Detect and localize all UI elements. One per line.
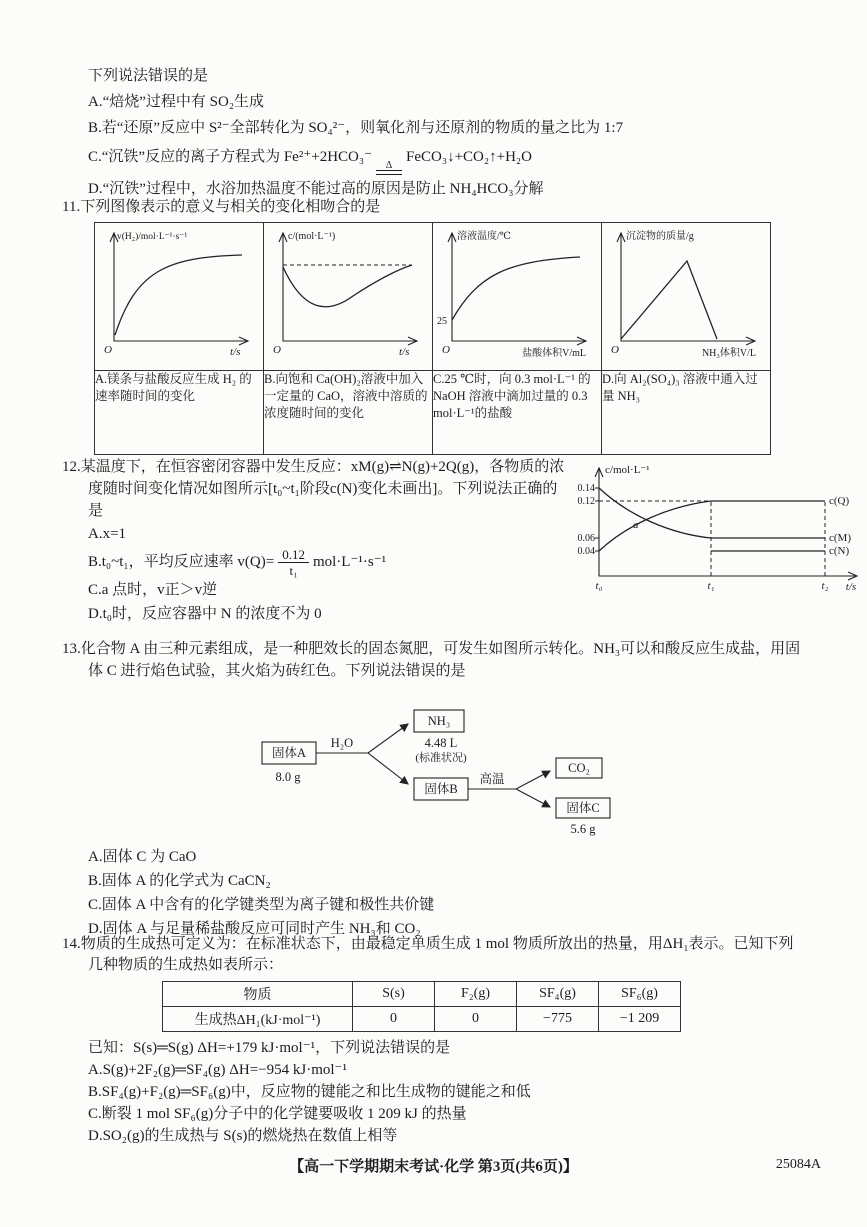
transformation-diagram xyxy=(258,686,678,838)
question-13 xyxy=(62,638,807,941)
question-11 xyxy=(62,196,807,455)
q12-curve-label-m: c(M) xyxy=(829,532,851,544)
q14-stem: 14.物质的生成热可定义为：在标准状态下，由最稳定单质生成 1 mol 物质所放出的热量，用ΔH₁表示。已知下列几种物质的生成热如表所示： xyxy=(62,936,794,973)
q12-xtick-t2: t₂ xyxy=(821,580,829,592)
question-14 xyxy=(62,934,807,1147)
formation-heat-table xyxy=(162,981,681,1032)
q11-option-b: B.向饱和 Ca(OH)₂溶液中加入一定量的 CaO，溶液中溶质的浓度随时间的变化 xyxy=(264,371,433,455)
header-f2: F₂(g) xyxy=(435,982,517,1007)
graph-d-origin-label: O xyxy=(611,344,619,356)
footer-code: 25084A xyxy=(775,1157,821,1172)
graph-a xyxy=(96,223,262,365)
equals-bar xyxy=(376,170,402,175)
q12-point-a-label: a xyxy=(633,519,639,531)
q12-option-c: C.a 点时，v正＞v逆 xyxy=(88,582,218,599)
graph-a-ylabel: v(H₂)/mol·L⁻¹·s⁻¹ xyxy=(117,232,188,242)
q10-option-b: B.若“还原”反应中 S²⁻全部转化为 SO₄²⁻，则氧化剂与还原剂的物质的量之比为 1:7 xyxy=(88,120,624,136)
q14-option-d: D.SO₂(g)的生成热与 S(s)的燃烧热在数值上相等 xyxy=(88,1128,398,1144)
q11-graph-cell-b xyxy=(264,223,433,371)
row-label: 生成热ΔH₁(kJ·mol⁻¹) xyxy=(163,1007,353,1032)
q12-graph-xlabel: t/s xyxy=(845,581,857,593)
water-label: H₂O xyxy=(330,736,354,750)
value-s: 0 xyxy=(353,1007,435,1032)
q12-stem: 12.某温度下，在恒容密闭容器中发生反应：xM(g)⇌N(g)+2Q(g)，各物质的浓度随时间变化情况如图所示[t₀~t₁阶段c(N)变化未画出]。下列说法正确的是 xyxy=(62,459,565,519)
graph-d-ylabel: 沉淀物的质量/g xyxy=(626,231,694,242)
q13-option-d: D.固体 A 与足量稀盐酸反应可同时产生 NH₃和 CO₂ xyxy=(88,921,421,937)
q11-option-d: D.向 Al₂(SO₄)₃ 溶液中通入过量 NH₃ xyxy=(602,371,771,455)
fraction-denominator: t₁ xyxy=(289,563,298,579)
q12-text-column xyxy=(62,456,567,626)
value-sf6: −1 209 xyxy=(599,1007,681,1032)
table-header-row xyxy=(163,982,681,1007)
q11-option-c: C.25 ℃时，向 0.3 mol·L⁻¹ 的 NaOH 溶液中滴加过量的 0.3 mol·L⁻¹的盐酸 xyxy=(433,371,602,455)
fraction xyxy=(278,547,309,578)
stp-note: (标准状况) xyxy=(415,752,467,764)
q10-option-c xyxy=(88,142,798,175)
delta-heating-equals-icon xyxy=(376,161,402,175)
value-sf4: −775 xyxy=(517,1007,599,1032)
q13-option-b: B.固体 A 的化学式为 CaCN₂ xyxy=(88,873,271,889)
footer-title: 【高一下学期期末考试·化学 第3页(共6页)】 xyxy=(289,1159,578,1175)
q11-options-grid xyxy=(94,222,771,455)
q10-stem: 下列说法错误的是 xyxy=(88,68,209,84)
q12-option-b-left: B.t₀~t₁，平均反应速率 v(Q)= xyxy=(88,554,275,570)
graph-c-xlabel: 盐酸体积V/mL xyxy=(522,348,586,359)
q12-option-d: D.t₀时，反应容器中 N 的浓度不为 0 xyxy=(88,606,322,623)
graph-c xyxy=(434,223,600,365)
q12-option-b xyxy=(88,546,567,578)
solid-b-label: 固体B xyxy=(424,782,458,796)
graph-d xyxy=(603,223,769,365)
co2-label: CO₂ xyxy=(568,761,590,775)
q10-option-a: A.“焙烧”过程中有 SO₂生成 xyxy=(88,94,265,110)
q12-xtick-t1: t₁ xyxy=(707,580,715,592)
q11-stem: 11.下列图像表示的意义与相关的变化相吻合的是 xyxy=(62,199,381,215)
q13-diagram-wrap xyxy=(258,686,807,843)
graph-d-xlabel: NH₃体积V/L xyxy=(701,348,756,359)
graph-b-ylabel: c/(mol·L⁻¹) xyxy=(288,231,336,242)
q14-option-a: A.S(g)+2F₂(g)═SF₄(g) ΔH=−954 kJ·mol⁻¹ xyxy=(88,1062,347,1078)
q12-ytick-014: 0.14 xyxy=(577,483,595,494)
question-10-options xyxy=(88,64,798,203)
graph-a-xlabel: t/s xyxy=(230,346,241,358)
solid-c-label: 固体C xyxy=(566,801,600,815)
q11-option-a: A.镁条与盐酸反应生成 H₂ 的速率随时间的变化 xyxy=(95,371,264,455)
question-12 xyxy=(62,456,862,626)
q10-option-d: D.“沉铁”过程中，水浴加热温度不能过高的原因是防止 NH₄HCO₃分解 xyxy=(88,181,544,197)
concentration-time-graph xyxy=(567,458,867,604)
graph-a-origin-label: O xyxy=(104,344,112,356)
header-s: S(s) xyxy=(353,982,435,1007)
value-f2: 0 xyxy=(435,1007,517,1032)
high-temp-label: 高温 xyxy=(479,772,505,786)
graph-c-origin-label: O xyxy=(442,344,450,356)
graph-c-ylabel: 溶液温度/℃ xyxy=(457,231,511,242)
q12-option-a: A.x=1 xyxy=(88,526,127,542)
q10-option-c-left: C.“沉铁”反应的离子方程式为 Fe²⁺+2HCO₃⁻ xyxy=(88,149,373,165)
header-sf6: SF₆(g) xyxy=(599,982,681,1007)
solid-c-mass: 5.6 g xyxy=(570,822,596,836)
graph-b xyxy=(265,223,431,365)
q12-graph-ylabel: c/mol·L⁻¹ xyxy=(605,464,650,476)
fraction-numerator: 0.12 xyxy=(278,547,309,563)
graph-c-ytick-25: 25 xyxy=(437,316,447,327)
graph-b-xlabel: t/s xyxy=(399,346,410,358)
delta-symbol: Δ xyxy=(385,160,393,171)
table-value-row xyxy=(163,1007,681,1032)
q11-graph-cell-c xyxy=(433,223,602,371)
q11-caption-row xyxy=(95,371,771,455)
q11-graph-cell-d xyxy=(602,223,771,371)
q12-curve-label-n: c(N) xyxy=(829,545,850,557)
header-substance: 物质 xyxy=(163,982,353,1007)
solid-a-label: 固体A xyxy=(271,746,307,760)
q14-option-b: B.SF₄(g)+F₂(g)═SF₆(g)中，反应物的键能之和比生成物的键能之和低 xyxy=(88,1084,531,1100)
q14-known-statement: 已知：S(s)═S(g) ΔH=+179 kJ·mol⁻¹，下列说法错误的是 xyxy=(88,1040,451,1056)
q12-curve-label-q: c(Q) xyxy=(829,495,850,507)
q12-ytick-006: 0.06 xyxy=(577,533,595,544)
nh3-volume: 4.48 L xyxy=(424,736,458,750)
q14-option-c: C.断裂 1 mol SF₆(g)分子中的化学键要吸收 1 209 kJ 的热量 xyxy=(88,1106,467,1122)
solid-a-mass: 8.0 g xyxy=(275,770,301,784)
q12-option-b-right: mol·L⁻¹·s⁻¹ xyxy=(312,554,387,570)
q13-option-c: C.固体 A 中含有的化学键类型为离子键和极性共价键 xyxy=(88,897,435,913)
graph-b-origin-label: O xyxy=(273,344,281,356)
q12-ytick-012: 0.12 xyxy=(577,496,595,507)
page-footer xyxy=(0,1155,867,1181)
header-sf4: SF₄(g) xyxy=(517,982,599,1007)
q13-stem: 13.化合物 A 由三种元素组成，是一种肥效长的固态氮肥，可发生如图所示转化。NH₃可以和酸反应生成盐，用固体 C 进行焰色试验，其火焰为砖红色。下列说法错误的是 xyxy=(62,641,801,679)
q11-graph-row xyxy=(95,223,771,371)
nh3-label: NH₃ xyxy=(427,714,451,728)
q13-option-a: A.固体 C 为 CaO xyxy=(88,849,197,865)
q10-option-c-right: FeCO₃↓+CO₂↑+H₂O xyxy=(406,149,532,165)
q12-ytick-004: 0.04 xyxy=(577,546,595,557)
q12-xtick-t0: t₀ xyxy=(595,580,603,592)
q11-graph-cell-a xyxy=(95,223,264,371)
